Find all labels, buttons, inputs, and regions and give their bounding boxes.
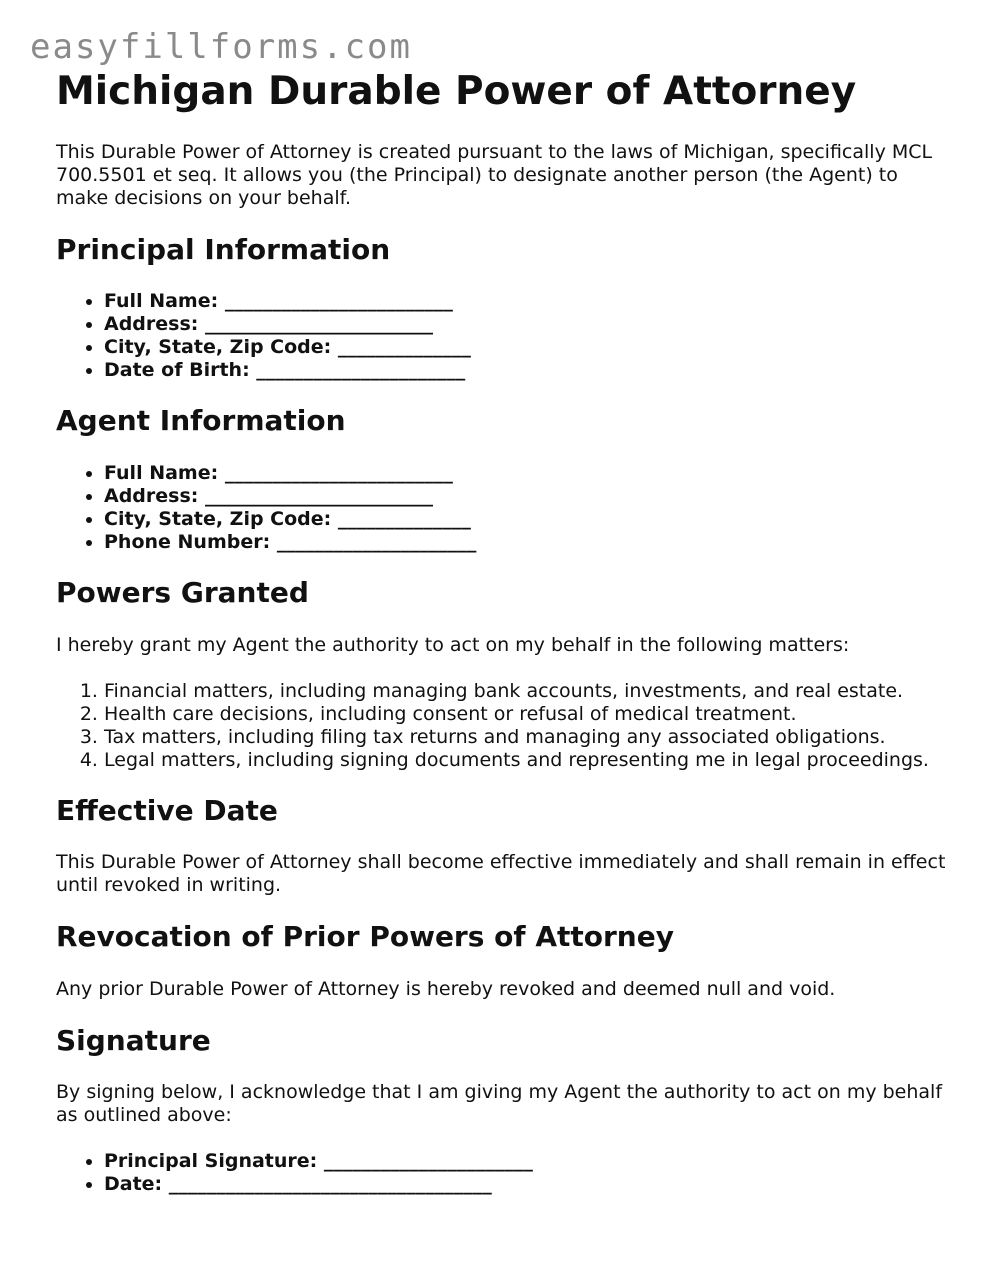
effective-date-section	[56, 794, 946, 898]
powers-list	[56, 680, 946, 772]
signature-section	[56, 1024, 946, 1197]
principal-address-field[interactable]: • Address: ________________________	[104, 313, 946, 336]
principal-signature-field[interactable]: • Principal Signature: ______________________	[104, 1150, 946, 1173]
signature-date-field[interactable]: • Date: __________________________________	[104, 1173, 946, 1196]
signature-fields	[56, 1150, 946, 1196]
powers-section	[56, 576, 946, 772]
principal-fields	[56, 290, 946, 382]
principal-section	[56, 233, 946, 383]
document-title: Michigan Durable Power of Attorney	[56, 69, 857, 114]
power-item-financial: 1. Financial matters, including managing bank accounts, investments, and real estate.	[104, 680, 946, 703]
revocation-text: Any prior Durable Power of Attorney is hereby revoked and deemed null and void.	[56, 977, 836, 1000]
agent-full-name-field[interactable]: • Full Name: ________________________	[104, 462, 946, 485]
agent-heading: Agent Information	[56, 404, 346, 438]
intro-paragraph: This Durable Power of Attorney is created pursuant to the laws of Michigan, specifically MCL 700.5501 et seq. It allows you (the Principal) to designate another person (the Agent) to make decisions on your behalf.	[56, 140, 933, 209]
principal-full-name-field[interactable]: • Full Name: ________________________	[104, 290, 946, 313]
agent-phone-number-field[interactable]: • Phone Number: _____________________	[104, 531, 946, 554]
power-item-legal: 4. Legal matters, including signing documents and representing me in legal proceedings.	[104, 749, 946, 772]
effective-date-text: This Durable Power of Attorney shall become effective immediately and shall remain in effect until revoked in writing.	[56, 851, 946, 897]
watermark: easyfillforms.com	[30, 27, 412, 67]
powers-heading: Powers Granted	[56, 576, 309, 610]
signature-text: By signing below, I acknowledge that I am giving my Agent the authority to act on my behalf as outlined above:	[56, 1081, 943, 1127]
power-item-tax: 3. Tax matters, including filing tax returns and managing any associated obligations.	[104, 726, 946, 749]
revocation-section	[56, 920, 946, 1001]
agent-address-field[interactable]: • Address: ________________________	[104, 485, 946, 508]
principal-date-of-birth-field[interactable]: • Date of Birth: ______________________	[104, 359, 946, 382]
principal-city-state-zip-field[interactable]: • City, State, Zip Code: ______________	[104, 336, 946, 359]
revocation-heading: Revocation of Prior Powers of Attorney	[56, 920, 674, 954]
signature-heading: Signature	[56, 1023, 211, 1057]
document-page	[56, 70, 946, 1218]
principal-heading: Principal Information	[56, 232, 391, 266]
powers-intro: I hereby grant my Agent the authority to act on my behalf in the following matters:	[56, 633, 850, 656]
agent-section	[56, 404, 946, 554]
agent-fields	[56, 462, 946, 554]
power-item-health-care: 2. Health care decisions, including consent or refusal of medical treatment.	[104, 703, 946, 726]
effective-date-heading: Effective Date	[56, 793, 278, 827]
agent-city-state-zip-field[interactable]: • City, State, Zip Code: ______________	[104, 508, 946, 531]
